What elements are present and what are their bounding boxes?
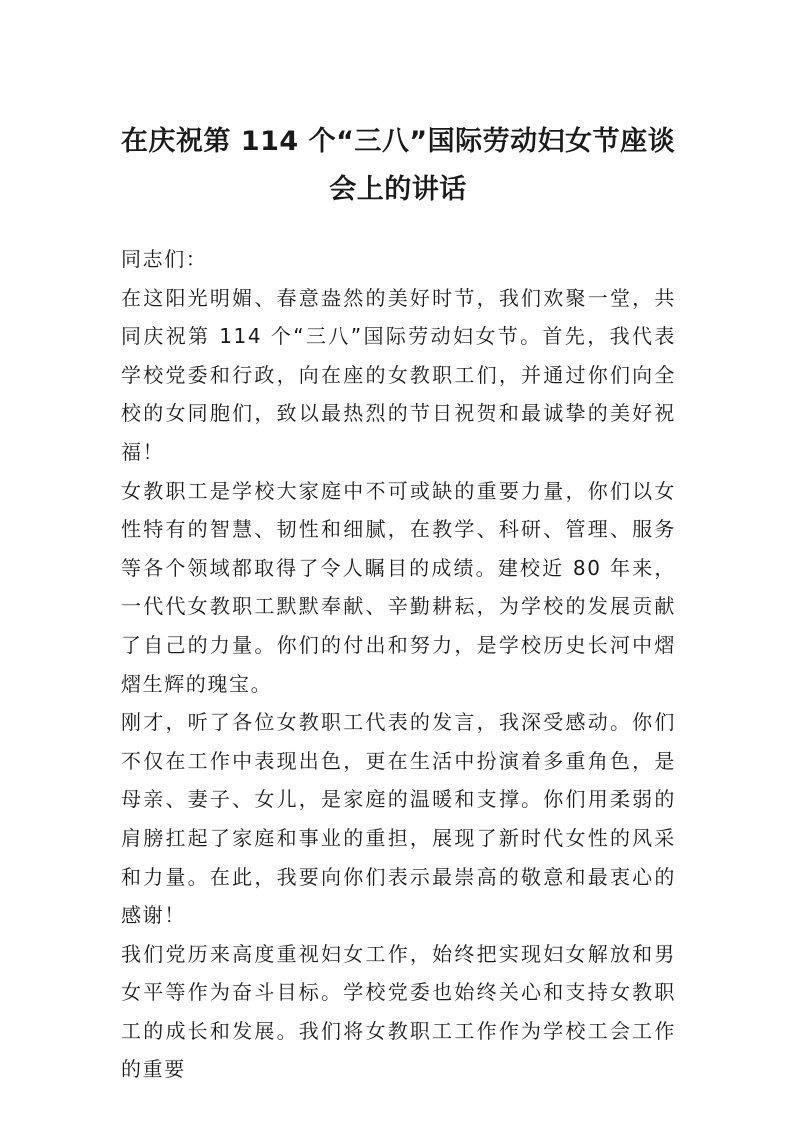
document-title: 在庆祝第 114 个“三八”国际劳动妇女节座谈会上的讲话 [120,126,676,205]
document-body [121,240,676,1089]
paragraph-3: 刚才，听了各位女教职工代表的发言，我深受感动。你们不仅在工作中表现出色，更在生活中扮演着多重角色，是母亲、妻子、女儿，是家庭的温暖和支撑。你们用柔弱的肩膀扛起了家庭和事业的重担，展现了新时代女性的风采和力量。在此，我要向你们表示最崇高的敬意和最衷心的感谢！ [121,710,676,928]
greeting: 同志们： [121,247,208,271]
paragraph-1: 在这阳光明媚、春意盎然的美好时节，我们欢聚一堂，共同庆祝第 114 个“三八”国际劳动妇女节。首先，我代表学校党委和行政，向在座的女教职工们，并通过你们向全校的女同胞们，致以最热烈的节日祝贺和最诚挚的美好祝福！ [121,285,676,464]
paragraph-2: 女教职工是学校大家庭中不可或缺的重要力量，你们以女性特有的智慧、韧性和细腻，在教学、科研、管理、服务等各个领域都取得了令人瞩目的成绩。建校近 80 年来，一代代女教职工默默奉献、辛勤耕耘，为学校的发展贡献了自己的力量。你们的付出和努力，是学校历史长河中熠熠生辉的瑰宝。 [121,478,676,696]
paragraph-4: 我们党历来高度重视妇女工作，始终把实现妇女解放和男女平等作为奋斗目标。学校党委也始终关心和支持女教职工的成长和发展。我们将女教职工工作作为学校工会工作的重要 [121,941,676,1082]
